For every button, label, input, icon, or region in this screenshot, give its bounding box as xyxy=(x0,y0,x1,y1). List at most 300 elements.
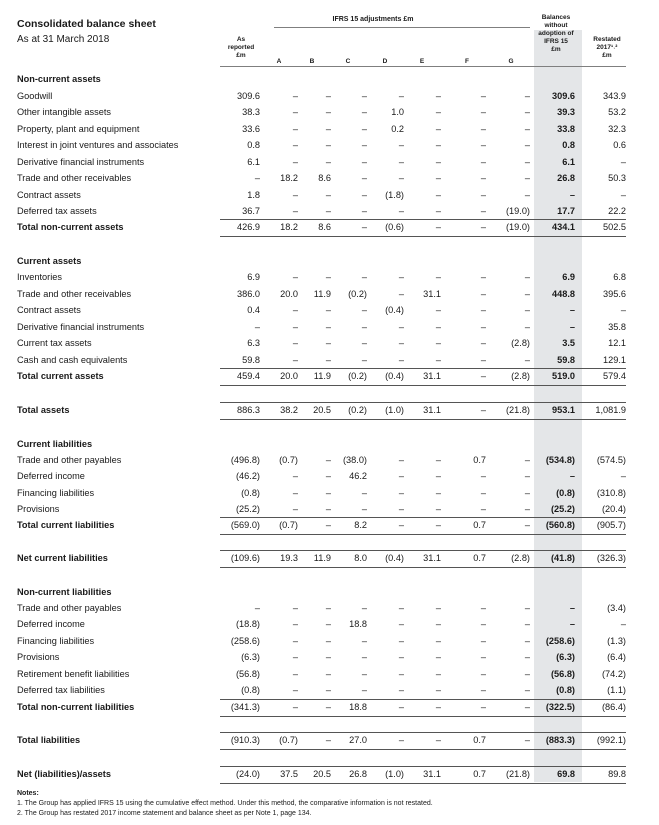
cell-a: – xyxy=(292,322,298,332)
cell-e: – xyxy=(435,222,441,232)
cell-b: 20.5 xyxy=(313,769,331,779)
cell-restated: 32.3 xyxy=(608,124,626,134)
total-row xyxy=(0,700,659,716)
cell-reported: 886.3 xyxy=(237,405,260,415)
cell-c: – xyxy=(361,206,367,216)
cell-reported: (56.8) xyxy=(235,669,260,679)
cell-without: 69.8 xyxy=(557,769,575,779)
cell-b: – xyxy=(325,652,331,662)
cell-d: 1.0 xyxy=(391,107,404,117)
cell-a: 18.2 xyxy=(280,173,298,183)
total-rule-top xyxy=(220,368,626,369)
cell-a: – xyxy=(292,702,298,712)
total-row xyxy=(0,767,659,783)
table-row xyxy=(0,303,659,319)
cell-c: – xyxy=(361,322,367,332)
cell-d: (0.4) xyxy=(385,553,404,563)
cell-e: – xyxy=(435,735,441,745)
cell-without: 3.5 xyxy=(562,338,575,348)
cell-e: – xyxy=(435,206,441,216)
total-rule-top xyxy=(220,219,626,220)
row-label: Other intangible assets xyxy=(17,107,111,117)
cell-without: 17.7 xyxy=(557,206,575,216)
cell-g: – xyxy=(524,91,530,101)
cell-restated: – xyxy=(620,619,626,629)
table-row xyxy=(0,155,659,171)
cell-a: – xyxy=(292,272,298,282)
total-row xyxy=(0,220,659,236)
cell-restated: 50.3 xyxy=(608,173,626,183)
cell-e: – xyxy=(435,619,441,629)
cell-b: – xyxy=(325,355,331,365)
cell-a: – xyxy=(292,504,298,514)
cell-reported: – xyxy=(254,173,260,183)
cell-d: – xyxy=(398,455,404,465)
cell-without: (883.3) xyxy=(545,735,575,745)
cell-c: – xyxy=(361,190,367,200)
row-label: Trade and other receivables xyxy=(17,173,132,183)
cell-f: – xyxy=(480,371,486,381)
cell-g: – xyxy=(524,455,530,465)
total-rule-bottom xyxy=(220,716,626,717)
cell-f: – xyxy=(480,140,486,150)
cell-a: – xyxy=(292,471,298,481)
cell-a: 19.3 xyxy=(280,553,298,563)
cell-b: – xyxy=(325,619,331,629)
table-row xyxy=(0,336,659,352)
cell-g: – xyxy=(524,652,530,662)
cell-e: – xyxy=(435,107,441,117)
cell-without: (0.8) xyxy=(556,488,575,498)
cell-restated: (992.1) xyxy=(596,735,626,745)
cell-without: (560.8) xyxy=(545,520,575,530)
row-label: Deferred income xyxy=(17,619,85,629)
row-label: Retirement benefit liabilities xyxy=(17,669,130,679)
cell-without: – xyxy=(569,322,575,332)
cell-c: 27.0 xyxy=(349,735,367,745)
cell-c: 8.2 xyxy=(354,520,367,530)
cell-without: 6.9 xyxy=(562,272,575,282)
cell-without: 519.0 xyxy=(552,371,575,381)
table-row xyxy=(0,502,659,518)
cell-f: – xyxy=(480,405,486,415)
cell-c: 46.2 xyxy=(349,471,367,481)
cell-a: – xyxy=(292,488,298,498)
cell-b: 8.6 xyxy=(318,173,331,183)
cell-g: (2.8) xyxy=(511,553,530,563)
cell-f: – xyxy=(480,652,486,662)
cell-reported: 0.8 xyxy=(247,140,260,150)
cell-b: 8.6 xyxy=(318,222,331,232)
note-1: 1. The Group has applied IFRS 15 using the cumulative effect method. Under this method, the comparative information is not restated. xyxy=(17,800,433,807)
column-header-line: C xyxy=(345,58,351,65)
cell-e: – xyxy=(435,669,441,679)
cell-reported: 36.7 xyxy=(242,206,260,216)
cell-a: – xyxy=(292,124,298,134)
cell-reported: (0.8) xyxy=(241,488,260,498)
cell-d: (0.4) xyxy=(385,305,404,315)
cell-without: 448.8 xyxy=(552,289,575,299)
cell-a: – xyxy=(292,338,298,348)
row-label: Trade and other payables xyxy=(17,603,122,613)
cell-without: 6.1 xyxy=(562,157,575,167)
cell-c: – xyxy=(361,603,367,613)
cell-g: – xyxy=(524,322,530,332)
cell-e: – xyxy=(435,190,441,200)
cell-reported: 0.4 xyxy=(247,305,260,315)
cell-restated: 53.2 xyxy=(608,107,626,117)
cell-e: – xyxy=(435,322,441,332)
row-label: Total non-current liabilities xyxy=(17,702,135,712)
column-header-without xyxy=(533,14,579,54)
cell-restated: 12.1 xyxy=(608,338,626,348)
cell-a: (0.7) xyxy=(279,735,298,745)
row-label: Net current liabilities xyxy=(17,553,108,563)
cell-c: (38.0) xyxy=(342,455,367,465)
cell-e: 31.1 xyxy=(423,769,441,779)
total-rule-bottom xyxy=(220,236,626,237)
cell-d: – xyxy=(398,652,404,662)
cell-d: (1.0) xyxy=(385,769,404,779)
cell-reported: 309.6 xyxy=(237,91,260,101)
cell-without: – xyxy=(569,305,575,315)
cell-b: – xyxy=(325,471,331,481)
row-label: Total non-current assets xyxy=(17,222,124,232)
cell-restated: (1.1) xyxy=(607,685,626,695)
cell-f: – xyxy=(480,603,486,613)
total-rule-bottom xyxy=(220,783,626,784)
cell-a: – xyxy=(292,157,298,167)
cell-restated: 579.4 xyxy=(603,371,626,381)
cell-b: – xyxy=(325,338,331,348)
cell-a: (0.7) xyxy=(279,455,298,465)
cell-b: – xyxy=(325,603,331,613)
cell-reported: 426.9 xyxy=(237,222,260,232)
column-header-line: Balances xyxy=(541,14,571,21)
cell-d: – xyxy=(398,272,404,282)
cell-a: – xyxy=(292,190,298,200)
table-row xyxy=(0,287,659,303)
cell-e: – xyxy=(435,702,441,712)
cell-d: (0.4) xyxy=(385,371,404,381)
table-row xyxy=(0,188,659,204)
cell-e: – xyxy=(435,338,441,348)
cell-b: – xyxy=(325,735,331,745)
cell-d: – xyxy=(398,289,404,299)
cell-a: 20.0 xyxy=(280,289,298,299)
cell-restated: 89.8 xyxy=(608,769,626,779)
cell-e: 31.1 xyxy=(423,553,441,563)
cell-g: – xyxy=(524,107,530,117)
cell-e: – xyxy=(435,305,441,315)
cell-g: (2.8) xyxy=(511,338,530,348)
cell-e: – xyxy=(435,91,441,101)
notes xyxy=(17,789,433,819)
column-header-reported xyxy=(218,36,264,60)
row-label: Provisions xyxy=(17,504,60,514)
cell-c: – xyxy=(361,355,367,365)
row-label: Trade and other payables xyxy=(17,455,122,465)
cell-g: (19.0) xyxy=(505,206,530,216)
cell-without: 309.6 xyxy=(552,91,575,101)
cell-a: – xyxy=(292,305,298,315)
cell-b: – xyxy=(325,669,331,679)
table-row xyxy=(0,138,659,154)
cell-f: – xyxy=(480,636,486,646)
cell-without: 59.8 xyxy=(557,355,575,365)
cell-d: – xyxy=(398,140,404,150)
table-row xyxy=(0,650,659,666)
column-header-line: E xyxy=(419,58,425,65)
cell-f: 0.7 xyxy=(473,769,486,779)
cell-g: – xyxy=(524,669,530,679)
cell-f: – xyxy=(480,685,486,695)
cell-restated: – xyxy=(620,157,626,167)
cell-without: (0.8) xyxy=(556,685,575,695)
total-row xyxy=(0,518,659,534)
column-header-line: Restated xyxy=(593,36,621,43)
cell-without: – xyxy=(569,603,575,613)
cell-d: – xyxy=(398,488,404,498)
row-label: Non-current assets xyxy=(17,74,101,84)
cell-a: – xyxy=(292,603,298,613)
cell-reported: 33.6 xyxy=(242,124,260,134)
cell-g: – xyxy=(524,190,530,200)
cell-restated: (905.7) xyxy=(596,520,626,530)
cell-without: 33.8 xyxy=(557,124,575,134)
cell-reported: 6.3 xyxy=(247,338,260,348)
row-label: Provisions xyxy=(17,652,60,662)
cell-without: (6.3) xyxy=(556,652,575,662)
cell-c: – xyxy=(361,124,367,134)
cell-g: – xyxy=(524,471,530,481)
cell-d: – xyxy=(398,619,404,629)
cell-a: – xyxy=(292,669,298,679)
cell-restated: (310.8) xyxy=(596,488,626,498)
cell-c: 18.8 xyxy=(349,702,367,712)
cell-e: – xyxy=(435,157,441,167)
column-header-line: A xyxy=(276,58,282,65)
cell-reported: (18.8) xyxy=(235,619,260,629)
cell-g: – xyxy=(524,735,530,745)
cell-d: 0.2 xyxy=(391,124,404,134)
cell-d: (1.8) xyxy=(385,190,404,200)
cell-d: – xyxy=(398,173,404,183)
cell-g: – xyxy=(524,619,530,629)
table-row xyxy=(0,601,659,617)
column-header-e xyxy=(399,58,445,66)
cell-f: – xyxy=(480,91,486,101)
total-rule-top xyxy=(220,732,626,733)
cell-f: – xyxy=(480,322,486,332)
cell-b: – xyxy=(325,636,331,646)
row-label: Derivative financial instruments xyxy=(17,322,145,332)
column-header-line: £m xyxy=(551,46,561,53)
cell-g: – xyxy=(524,173,530,183)
cell-restated: (326.3) xyxy=(596,553,626,563)
cell-f: – xyxy=(480,190,486,200)
cell-restated: – xyxy=(620,190,626,200)
cell-without: 434.1 xyxy=(552,222,575,232)
cell-d: – xyxy=(398,669,404,679)
cell-c: – xyxy=(361,636,367,646)
cell-f: – xyxy=(480,107,486,117)
cell-e: – xyxy=(435,636,441,646)
cell-b: – xyxy=(325,190,331,200)
cell-restated: 502.5 xyxy=(603,222,626,232)
column-header-line: 2017¹˒² xyxy=(596,44,618,51)
table-row xyxy=(0,122,659,138)
cell-f: – xyxy=(480,488,486,498)
cell-d: – xyxy=(398,685,404,695)
cell-f: 0.7 xyxy=(473,735,486,745)
cell-g: – xyxy=(524,272,530,282)
cell-d: – xyxy=(398,206,404,216)
section-heading-row xyxy=(0,72,659,88)
cell-g: – xyxy=(524,685,530,695)
cell-restated: 22.2 xyxy=(608,206,626,216)
cell-reported: (0.8) xyxy=(241,685,260,695)
cell-reported: 6.9 xyxy=(247,272,260,282)
cell-without: 953.1 xyxy=(552,405,575,415)
cell-without: (41.8) xyxy=(550,553,575,563)
adjustments-group-header: IFRS 15 adjustments £m xyxy=(332,16,414,23)
cell-f: – xyxy=(480,222,486,232)
total-rule-top xyxy=(220,766,626,767)
cell-restated: – xyxy=(620,471,626,481)
cell-d: – xyxy=(398,355,404,365)
cell-a: – xyxy=(292,107,298,117)
total-rule-bottom xyxy=(220,567,626,568)
cell-without: 39.3 xyxy=(557,107,575,117)
cell-reported: (25.2) xyxy=(235,504,260,514)
row-label: Trade and other receivables xyxy=(17,289,132,299)
cell-b: – xyxy=(325,305,331,315)
column-header-line: reported xyxy=(227,44,255,51)
column-header-line: D xyxy=(382,58,388,65)
cell-restated: (574.5) xyxy=(596,455,626,465)
cell-e: – xyxy=(435,272,441,282)
cell-f: 0.7 xyxy=(473,455,486,465)
cell-reported: (109.6) xyxy=(230,553,260,563)
section-heading-row xyxy=(0,585,659,601)
row-label: Goodwill xyxy=(17,91,53,101)
cell-without: – xyxy=(569,619,575,629)
cell-g: – xyxy=(524,124,530,134)
row-label: Derivative financial instruments xyxy=(17,157,145,167)
cell-a: – xyxy=(292,140,298,150)
row-label: Total liabilities xyxy=(17,735,81,745)
cell-b: – xyxy=(325,702,331,712)
cell-g: (19.0) xyxy=(505,222,530,232)
cell-restated: (86.4) xyxy=(601,702,626,712)
cell-a: – xyxy=(292,355,298,365)
cell-d: – xyxy=(398,735,404,745)
notes-heading: Notes: xyxy=(17,790,39,797)
cell-f: – xyxy=(480,157,486,167)
cell-restated: – xyxy=(620,305,626,315)
cell-d: – xyxy=(398,520,404,530)
cell-restated: 129.1 xyxy=(603,355,626,365)
cell-f: – xyxy=(480,338,486,348)
cell-f: – xyxy=(480,355,486,365)
cell-reported: 1.8 xyxy=(247,190,260,200)
table-row xyxy=(0,204,659,220)
cell-b: – xyxy=(325,272,331,282)
cell-g: – xyxy=(524,305,530,315)
cell-d: – xyxy=(398,702,404,712)
cell-restated: 0.6 xyxy=(613,140,626,150)
cell-f: 0.7 xyxy=(473,520,486,530)
cell-reported: (24.0) xyxy=(235,769,260,779)
cell-restated: 1,081.9 xyxy=(595,405,626,415)
table-row xyxy=(0,270,659,286)
cell-restated: (3.4) xyxy=(607,603,626,613)
total-rule-bottom xyxy=(220,534,626,535)
cell-g: – xyxy=(524,636,530,646)
cell-f: – xyxy=(480,173,486,183)
cell-g: (2.8) xyxy=(511,371,530,381)
cell-c: (0.2) xyxy=(348,371,367,381)
cell-a: 18.2 xyxy=(280,222,298,232)
cell-f: – xyxy=(480,471,486,481)
cell-c: – xyxy=(361,669,367,679)
row-label: Current liabilities xyxy=(17,439,93,449)
cell-d: – xyxy=(398,91,404,101)
table-row xyxy=(0,453,659,469)
row-label: Contract assets xyxy=(17,190,81,200)
row-label: Deferred tax liabilities xyxy=(17,685,105,695)
cell-restated: (6.4) xyxy=(607,652,626,662)
table-row xyxy=(0,469,659,485)
cell-a: 37.5 xyxy=(280,769,298,779)
table-row xyxy=(0,171,659,187)
cell-without: – xyxy=(569,471,575,481)
cell-b: 11.9 xyxy=(313,289,331,299)
column-header-line: without xyxy=(544,22,568,29)
cell-c: 18.8 xyxy=(349,619,367,629)
row-label: Total current assets xyxy=(17,371,104,381)
cell-d: (1.0) xyxy=(385,405,404,415)
cell-without: – xyxy=(569,190,575,200)
row-label: Financing liabilities xyxy=(17,636,95,646)
cell-restated: 35.8 xyxy=(608,322,626,332)
cell-b: – xyxy=(325,91,331,101)
cell-reported: (569.0) xyxy=(230,520,260,530)
cell-b: – xyxy=(325,488,331,498)
cell-c: – xyxy=(361,338,367,348)
cell-f: – xyxy=(480,504,486,514)
cell-b: – xyxy=(325,157,331,167)
cell-b: – xyxy=(325,140,331,150)
cell-b: – xyxy=(325,504,331,514)
cell-restated: 343.9 xyxy=(603,91,626,101)
row-label: Net (liabilities)/assets xyxy=(17,769,111,779)
cell-f: – xyxy=(480,124,486,134)
table-row xyxy=(0,320,659,336)
cell-b: 20.5 xyxy=(313,405,331,415)
cell-d: – xyxy=(398,471,404,481)
cell-c: – xyxy=(361,107,367,117)
cell-e: – xyxy=(435,685,441,695)
cell-e: – xyxy=(435,504,441,514)
statement-title: Consolidated balance sheet xyxy=(17,18,156,30)
row-label: Total assets xyxy=(17,405,70,415)
cell-restated: (20.4) xyxy=(601,504,626,514)
total-rule-bottom xyxy=(220,419,626,420)
table-row xyxy=(0,617,659,633)
cell-g: (21.8) xyxy=(505,769,530,779)
